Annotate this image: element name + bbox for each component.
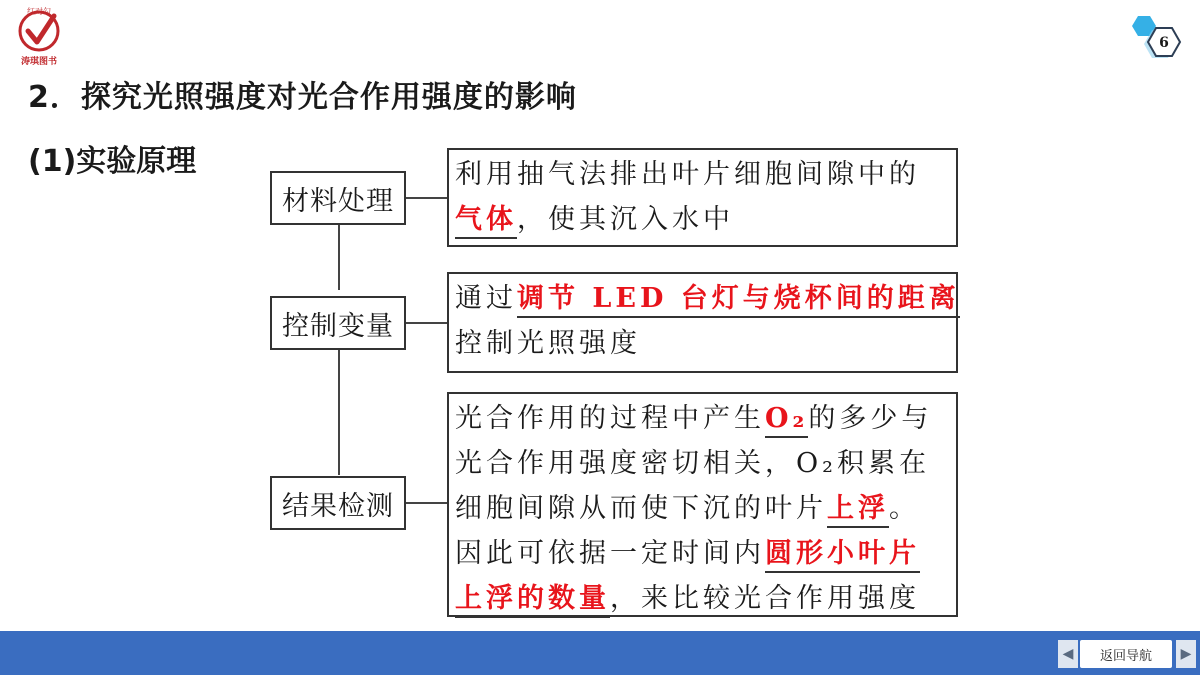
- logo-arc-text: 红对勾: [27, 7, 51, 16]
- content-text: 光合作用强度密切相关，O₂积累在: [455, 448, 930, 479]
- label-box-detection: 结果检测: [270, 476, 406, 530]
- connector-line: [406, 197, 447, 199]
- answer-text: 气体: [455, 204, 517, 239]
- checkmark-logo-icon: [28, 16, 54, 42]
- content-box-material: [447, 148, 958, 247]
- next-arrow-icon[interactable]: ▶: [1176, 640, 1196, 668]
- logo: [8, 4, 70, 66]
- prev-arrow-icon[interactable]: ◀: [1058, 640, 1078, 668]
- logo-brand-text: 涛琪图书: [20, 57, 58, 66]
- section-heading: 2．探究光照强度对光合作用强度的影响: [28, 80, 577, 115]
- connector-line: [406, 322, 447, 324]
- answer-text: 上浮的数量: [455, 583, 610, 618]
- content-text: 细胞间隙从而使下沉的叶片: [455, 493, 827, 524]
- content-line: [455, 576, 956, 621]
- answer-text: 调节 LED 台灯与烧杯间的距离: [517, 283, 960, 318]
- content-line: [455, 441, 956, 486]
- subsection-heading: (1)实验原理: [28, 144, 197, 179]
- content-text: ，来比较光合作用强度: [610, 583, 920, 614]
- content-text: 因此可依据一定时间内: [455, 538, 765, 569]
- content-text: 的多少与: [808, 403, 933, 434]
- content-line: [455, 396, 956, 441]
- connector-line: [338, 349, 340, 475]
- content-text: 利用抽气法排出叶片细胞间隙中的: [455, 159, 920, 190]
- content-text: ，使其沉入水中: [517, 204, 734, 235]
- label-box-material: 材料处理: [270, 171, 406, 225]
- answer-text: O₂: [765, 403, 808, 438]
- answer-text: 圆形小叶片: [765, 538, 920, 573]
- content-box-variable: [447, 272, 958, 373]
- content-text: 。: [889, 493, 920, 524]
- content-line: [455, 321, 956, 366]
- footer-bar: [0, 631, 1200, 675]
- back-to-nav-button[interactable]: 返回导航: [1080, 640, 1172, 668]
- connector-line: [406, 502, 447, 504]
- answer-text: 上浮: [827, 493, 889, 528]
- content-box-detection: [447, 392, 958, 617]
- page-number: 6: [1159, 35, 1169, 51]
- content-line: [455, 486, 956, 531]
- label-box-variable: 控制变量: [270, 296, 406, 350]
- content-text: 控制光照强度: [455, 328, 641, 359]
- content-line: [455, 197, 956, 242]
- content-line: [455, 152, 956, 197]
- content-line: [455, 531, 956, 576]
- connector-line: [338, 224, 340, 290]
- content-text: 光合作用的过程中产生: [455, 403, 765, 434]
- content-text: 通过: [455, 283, 517, 314]
- content-line: [455, 276, 960, 321]
- page-number-badge: [1126, 14, 1190, 58]
